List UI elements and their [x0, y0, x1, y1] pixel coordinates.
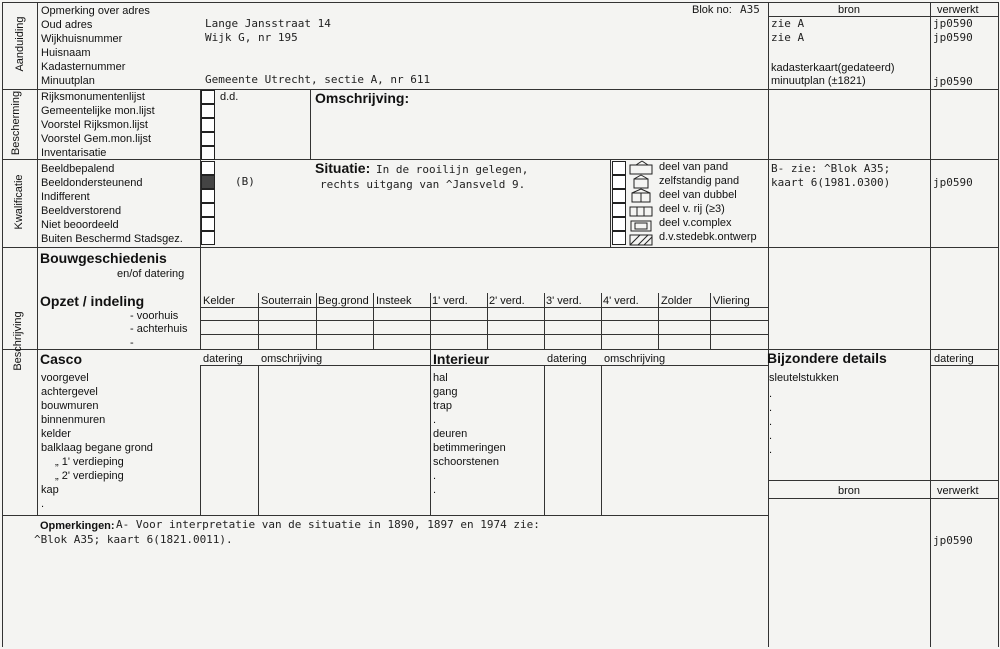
- type-dv-stedebk: d.v.stedebk.ontwerp: [659, 231, 757, 243]
- interieur-item: .: [433, 414, 437, 426]
- bron-line-4: minuutplan (±1821): [771, 75, 866, 87]
- bron-line-3: kadasterkaart(gedateerd): [771, 62, 895, 74]
- opmerkingen-line-1: A- Voor interpretatie van de situatie in 1890, 1897 en 1974 zie:: [116, 518, 540, 531]
- label-huisnaam: Huisnaam: [41, 47, 91, 59]
- bescherming-labels: [41, 90, 155, 160]
- type-zelfstandig-pand: zelfstandig pand: [659, 175, 740, 187]
- situatie-types: [659, 160, 757, 244]
- checkbox-rijksmonumentenlijst[interactable]: [201, 90, 215, 104]
- opzet-label: Opzet / indeling: [40, 293, 145, 309]
- minuutplan-value: Gemeente Utrecht, sectie A, nr 611: [205, 73, 431, 86]
- casco-items: [41, 371, 153, 511]
- building-part-icon: [630, 161, 652, 174]
- checkbox-deel-v-rij[interactable]: [612, 203, 626, 217]
- building-standalone-icon: [634, 175, 648, 188]
- bijzondere-items: [769, 371, 839, 457]
- floor-souterrain: Souterrain: [261, 295, 312, 307]
- floor-2-verd: 2' verd.: [489, 295, 525, 307]
- opzet-voorhuis: - voorhuis: [130, 310, 179, 322]
- label-voorstel-rijksmon: Voorstel Rijksmon.lijst: [41, 119, 148, 131]
- checkbox-voorstel-rijksmon[interactable]: [201, 118, 215, 132]
- oud-adres-value: Lange Jansstraat 14: [205, 17, 331, 30]
- checkbox-deel-v-complex[interactable]: [612, 217, 626, 231]
- interieur-item: schoorstenen: [433, 456, 500, 468]
- casco-datering: datering: [203, 353, 243, 365]
- type-icons: [628, 160, 656, 246]
- type-deel-van-dubbel: deel van dubbel: [659, 189, 737, 201]
- label-indifferent: Indifferent: [41, 191, 90, 203]
- opzet-other: -: [130, 337, 134, 349]
- label-opmerking-adres: Opmerking over adres: [41, 5, 150, 17]
- casco-item: binnenmuren: [41, 414, 106, 426]
- checkbox-voorstel-gemmon[interactable]: [201, 132, 215, 146]
- checkbox-beeldbepalend[interactable]: [201, 161, 215, 175]
- floor-kelder: Kelder: [203, 295, 235, 307]
- bijzondere-datering: datering: [934, 353, 974, 365]
- interieur-item: hal: [433, 372, 448, 384]
- floor-1-verd: 1' verd.: [432, 295, 468, 307]
- checkbox-dv-stedebk[interactable]: [612, 231, 626, 245]
- checkbox-indifferent[interactable]: [201, 189, 215, 203]
- footer-verwerkt-value: jp0590: [933, 534, 973, 547]
- dd-label: d.d.: [220, 91, 239, 103]
- building-row-icon: [630, 207, 652, 216]
- verwerkt-line-3: jp0590: [933, 75, 973, 88]
- type-deel-v-complex: deel v.complex: [659, 217, 732, 229]
- kwalificatie-bron-2: kaart 6(1981.0300): [771, 176, 891, 189]
- casco-item: balklaag begane grond: [41, 442, 153, 454]
- label-inventarisatie: Inventarisatie: [41, 147, 107, 159]
- section-aanduiding: Aanduiding: [14, 16, 26, 72]
- label-minuutplan: Minuutplan: [41, 75, 95, 87]
- interieur-datering: datering: [547, 353, 587, 365]
- bijzondere-item: .: [769, 388, 773, 400]
- bron-line-2: zie A: [771, 31, 805, 44]
- kwalificatie-verwerkt: jp0590: [933, 176, 973, 189]
- bouwgeschiedenis-label: Bouwgeschiedenis: [40, 250, 167, 266]
- building-double-icon: [632, 189, 650, 202]
- label-buiten-beschermd: Buiten Beschermd Stadsgez.: [41, 233, 183, 245]
- label-wijkhuisnummer: Wijkhuisnummer: [41, 33, 123, 45]
- section-bescherming: Bescherming: [10, 90, 22, 156]
- floor-3-verd: 3' verd.: [546, 295, 582, 307]
- checkbox-niet-beoordeeld[interactable]: [201, 217, 215, 231]
- bron-header: bron: [838, 4, 861, 16]
- interieur-items: [433, 371, 506, 497]
- checkbox-deel-van-dubbel[interactable]: [612, 189, 626, 203]
- floor-insteek: Insteek: [376, 295, 412, 307]
- label-rijksmonumentenlijst: Rijksmonumentenlijst: [41, 91, 145, 103]
- casco-title: Casco: [40, 351, 83, 367]
- bijzondere-item: .: [769, 444, 773, 456]
- situatie-line-1: In de rooilijn gelegen,: [376, 163, 529, 176]
- casco-item: achtergevel: [41, 386, 98, 398]
- label-beeldverstorend: Beeldverstorend: [41, 205, 122, 217]
- kwalificatie-bron-1: B- zie: ^Blok A35;: [771, 162, 891, 175]
- urban-design-icon: [630, 235, 652, 245]
- interieur-omschrijving: omschrijving: [604, 353, 666, 365]
- verwerkt-line-2: jp0590: [933, 31, 973, 44]
- checkbox-buiten-beschermd[interactable]: [201, 231, 215, 245]
- bijzondere-item: .: [769, 402, 773, 414]
- casco-omschrijving: omschrijving: [261, 353, 323, 365]
- floor-vliering: Vliering: [713, 295, 750, 307]
- section-kwalificatie: Kwalificatie: [13, 174, 25, 230]
- checkbox-gemeentelijke-lijst[interactable]: [201, 104, 215, 118]
- label-beeldondersteunend: Beeldondersteunend: [41, 177, 143, 189]
- kwalificatie-labels: [41, 162, 183, 246]
- casco-item: kap: [41, 484, 59, 496]
- datering-label: en/of datering: [117, 268, 185, 280]
- checkbox-beeldverstorend[interactable]: [201, 203, 215, 217]
- bijzondere-item: .: [769, 430, 773, 442]
- footer-bron: bron: [838, 485, 861, 497]
- blok-value: A35: [740, 3, 760, 16]
- interieur-item: gang: [433, 386, 458, 398]
- interieur-item: .: [433, 470, 437, 482]
- label-gemeentelijke-lijst: Gemeentelijke mon.lijst: [41, 105, 155, 117]
- interieur-item: deuren: [433, 428, 468, 440]
- type-deel-van-pand: deel van pand: [659, 161, 729, 173]
- omschrijving-label: Omschrijving:: [315, 90, 410, 106]
- situatie-label: Situatie:: [315, 160, 371, 176]
- checkbox-beeldondersteunend[interactable]: [201, 175, 215, 189]
- kwalificatie-mark: (B): [235, 175, 255, 188]
- casco-item: „ 1' verdieping: [55, 456, 124, 468]
- opmerkingen-line-2: ^Blok A35; kaart 6(1821.0011).: [34, 533, 233, 546]
- label-oud-adres: Oud adres: [41, 19, 93, 31]
- section-beschrijving: Beschrijving: [12, 311, 24, 371]
- label-voorstel-gemmon: Voorstel Gem.mon.lijst: [41, 133, 152, 145]
- aanduiding-labels: [41, 4, 150, 88]
- floor-beg-grond: Beg.grond: [318, 295, 369, 307]
- bijzondere-title: Bijzondere details: [767, 350, 887, 366]
- bijzondere-item: sleutelstukken: [769, 372, 839, 384]
- interieur-item: trap: [433, 400, 452, 412]
- label-kadasternummer: Kadasternummer: [41, 61, 126, 73]
- bron-line-1: zie A: [771, 17, 805, 30]
- wijkhuisnummer-value: Wijk G, nr 195: [205, 31, 298, 44]
- casco-item: „ 2' verdieping: [55, 470, 124, 482]
- checkbox-inventarisatie[interactable]: [201, 146, 215, 160]
- opmerkingen-label: Opmerkingen:: [40, 520, 115, 532]
- blok-label: Blok no:: [692, 4, 732, 16]
- casco-item: kelder: [41, 428, 71, 440]
- building-complex-icon: [631, 221, 651, 231]
- checkbox-zelfstandig-pand[interactable]: [612, 175, 626, 189]
- casco-item: voorgevel: [41, 372, 89, 384]
- label-beeldbepalend: Beeldbepalend: [41, 163, 115, 175]
- verwerkt-line-1: jp0590: [933, 17, 973, 30]
- interieur-item: betimmeringen: [433, 442, 506, 454]
- label-niet-beoordeeld: Niet beoordeeld: [41, 219, 119, 231]
- opzet-achterhuis: - achterhuis: [130, 323, 188, 335]
- verwerkt-header: verwerkt: [937, 4, 979, 16]
- interieur-item: .: [433, 484, 437, 496]
- checkbox-deel-van-pand[interactable]: [612, 161, 626, 175]
- bijzondere-item: .: [769, 416, 773, 428]
- casco-item: .: [41, 498, 45, 510]
- situatie-line-2: rechts uitgang van ^Jansveld 9.: [320, 178, 526, 191]
- interieur-title: Interieur: [433, 351, 490, 367]
- casco-item: bouwmuren: [41, 400, 99, 412]
- footer-verwerkt: verwerkt: [937, 485, 979, 497]
- floor-4-verd: 4' verd.: [603, 295, 639, 307]
- type-deel-v-rij: deel v. rij (≥3): [659, 203, 725, 215]
- floor-zolder: Zolder: [661, 295, 693, 307]
